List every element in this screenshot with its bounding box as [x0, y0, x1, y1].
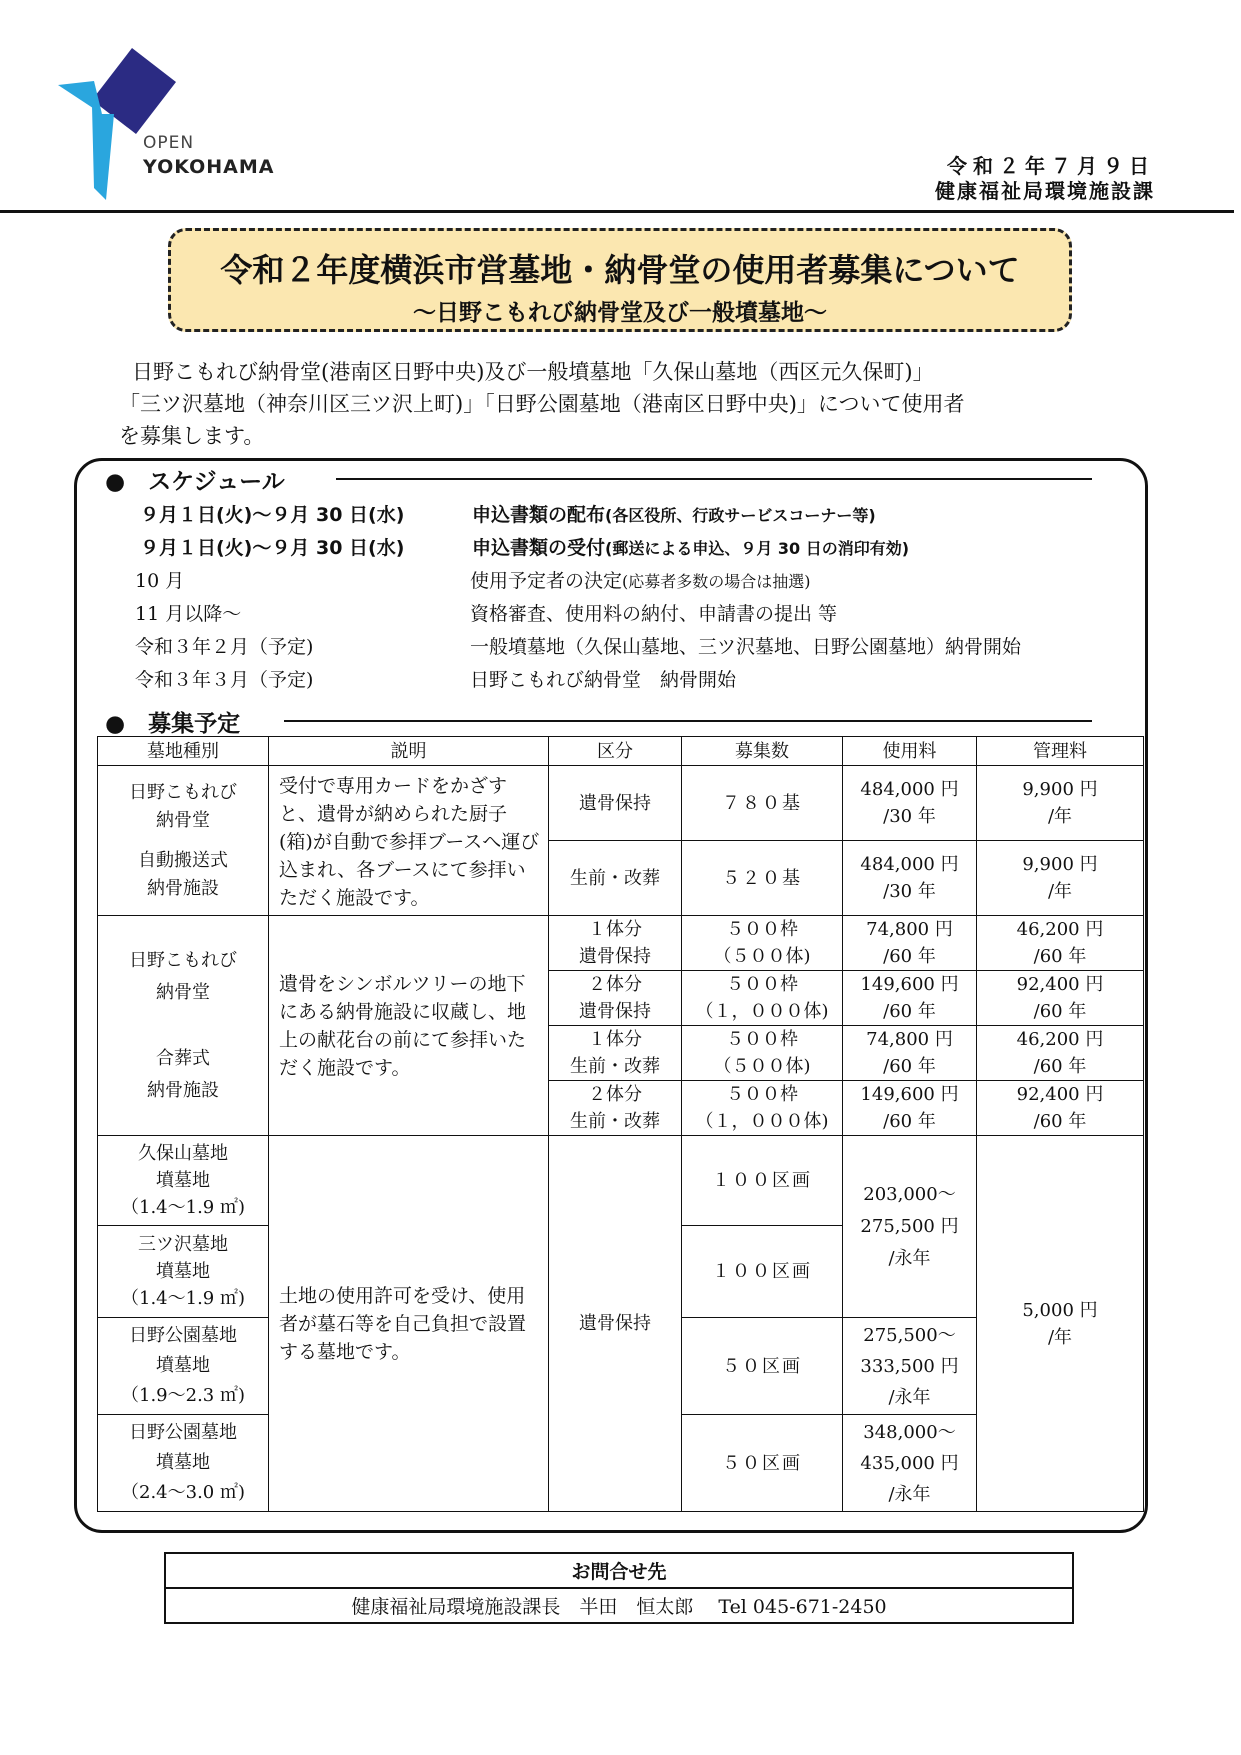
description: 受付で専用カードをかざすと、遺骨が納められた厨子(箱)が自動で参拝ブースへ運び込まれ、各ブースにて参拝いただく施設です。: [269, 766, 549, 916]
usage-fee: 348,000～ 435,000 円 /永年: [843, 1415, 977, 1512]
schedule-date: 10 月: [135, 570, 185, 592]
capacity: ５００枠 （５００体): [682, 1026, 843, 1081]
description: 土地の使用許可を受け、使用者が墓石等を自己負担で設置する墓地です。: [269, 1136, 549, 1512]
management-fee: 92,400 円 /60 年: [977, 1081, 1144, 1136]
schedule-event: 日野こもれび納骨堂 納骨開始: [470, 669, 737, 691]
cemetery-type: 日野こもれび 納骨堂 自動搬送式 納骨施設: [98, 766, 269, 916]
cemetery-type: 日野公園墓地 墳墓地 （1.9～2.3 ㎡): [98, 1318, 269, 1415]
usage-fee: 484,000 円 /30 年: [843, 841, 977, 916]
page-title: 令和２年度横浜市営墓地・納骨堂の使用者募集について: [220, 251, 1020, 289]
schedule-date: 令和３年３月（予定): [135, 669, 314, 691]
issue-date: 令和２年７月９日: [947, 154, 1155, 178]
usage-fee: 149,600 円 /60 年: [843, 1081, 977, 1136]
category: １体分 生前・改葬: [549, 1026, 682, 1081]
category: ２体分 生前・改葬: [549, 1081, 682, 1136]
category: ２体分 遺骨保持: [549, 971, 682, 1026]
capacity: ５０区画: [682, 1318, 843, 1415]
col-header: 募集数: [682, 737, 843, 766]
management-fee: 92,400 円 /60 年: [977, 971, 1144, 1026]
usage-fee: 484,000 円 /30 年: [843, 766, 977, 841]
cemetery-type: 日野こもれび 納骨堂 合葬式 納骨施設: [98, 916, 269, 1136]
schedule-heading-rule: [336, 478, 1092, 480]
capacity: ５０区画: [682, 1415, 843, 1512]
schedule-event: 一般墳墓地（久保山墓地、三ツ沢墓地、日野公園墓地）納骨開始: [470, 636, 1022, 658]
usage-fee: 275,500～ 333,500 円 /永年: [843, 1318, 977, 1415]
cemetery-type: 三ツ沢墓地 墳墓地 （1.4～1.9 ㎡): [98, 1226, 269, 1318]
schedule-event: 申込書類の受付(郵送による申込、９月 30 日の消印有効): [472, 537, 910, 559]
logo-text-yokohama: YOKOHAMA: [143, 156, 275, 178]
capacity: １００区画: [682, 1226, 843, 1318]
schedule-date: ９月１日(火)～９月 30 日(水): [140, 504, 405, 526]
page-subtitle: ～日野こもれび納骨堂及び一般墳墓地～: [413, 299, 827, 326]
capacity: ５００枠 （１，０００体): [682, 971, 843, 1026]
intro-paragraph: [119, 356, 1132, 452]
col-header: 墓地種別: [98, 737, 269, 766]
recruitment-table: [97, 736, 1144, 1512]
header-divider: [0, 210, 1234, 213]
management-fee: 9,900 円 /年: [977, 841, 1144, 916]
cemetery-type: 日野公園墓地 墳墓地 （2.4～3.0 ㎡): [98, 1415, 269, 1512]
col-header: 説明: [269, 737, 549, 766]
issuing-department: 健康福祉局環境施設課: [935, 179, 1155, 203]
usage-fee: 149,600 円 /60 年: [843, 971, 977, 1026]
table-row: [98, 1136, 1144, 1226]
schedule-event: 申込書類の配布(各区役所、行政サービスコーナー等): [472, 504, 876, 526]
capacity: ５２０基: [682, 841, 843, 916]
col-header: 使用料: [843, 737, 977, 766]
management-fee: 46,200 円 /60 年: [977, 916, 1144, 971]
usage-fee: 203,000～ 275,500 円 /永年: [843, 1136, 977, 1318]
intro-line: 「三ツ沢墓地（神奈川区三ツ沢上町)」「日野公園墓地（港南区日野中央)」について使用者: [119, 392, 965, 416]
category: 生前・改葬: [549, 841, 682, 916]
category: 遺骨保持: [549, 1136, 682, 1512]
schedule-event: 使用予定者の決定(応募者多数の場合は抽選): [470, 570, 811, 592]
table-row: [98, 916, 1144, 971]
capacity: ７８０基: [682, 766, 843, 841]
category: １体分 遺骨保持: [549, 916, 682, 971]
table-row: [98, 766, 1144, 841]
capacity: ５００枠 （１，０００体): [682, 1081, 843, 1136]
recruit-heading: ● 募集予定: [105, 711, 241, 737]
schedule-date: 11 月以降～: [135, 603, 242, 625]
title-box: [168, 228, 1072, 332]
usage-fee: 74,800 円 /60 年: [843, 916, 977, 971]
management-fee: 46,200 円 /60 年: [977, 1026, 1144, 1081]
capacity: １００区画: [682, 1136, 843, 1226]
schedule-event: 資格審査、使用料の納付、申請書の提出 等: [470, 603, 838, 625]
logo-text-open: OPEN: [143, 133, 195, 153]
recruit-heading-rule: [284, 720, 1092, 722]
management-fee: 9,900 円 /年: [977, 766, 1144, 841]
open-yokohama-logo-icon: [58, 48, 188, 208]
contact-box: [164, 1552, 1074, 1624]
cemetery-type: 久保山墓地 墳墓地 （1.4～1.9 ㎡): [98, 1136, 269, 1226]
intro-line: を募集します。: [119, 424, 265, 448]
table-header-row: [98, 737, 1144, 766]
col-header: 区分: [549, 737, 682, 766]
contact-details: 健康福祉局環境施設課長 半田 恒太郎 Tel 045-671-2450: [165, 1588, 1073, 1623]
capacity: ５００枠 （５００体): [682, 916, 843, 971]
description: 遺骨をシンボルツリーの地下にある納骨施設に収蔵し、地上の献花台の前にて参拝いただく施設です。: [269, 916, 549, 1136]
intro-line: 日野こもれび納骨堂(港南区日野中央)及び一般墳墓地「久保山墓地（西区元久保町)」: [132, 360, 934, 384]
management-fee: 5,000 円 /年: [977, 1136, 1144, 1512]
usage-fee: 74,800 円 /60 年: [843, 1026, 977, 1081]
contact-heading: お問合せ先: [165, 1553, 1073, 1588]
col-header: 管理料: [977, 737, 1144, 766]
schedule-date: ９月１日(火)～９月 30 日(水): [140, 537, 405, 559]
schedule-date: 令和３年２月（予定): [135, 636, 314, 658]
category: 遺骨保持: [549, 766, 682, 841]
schedule-heading: ● スケジュール: [105, 469, 285, 495]
